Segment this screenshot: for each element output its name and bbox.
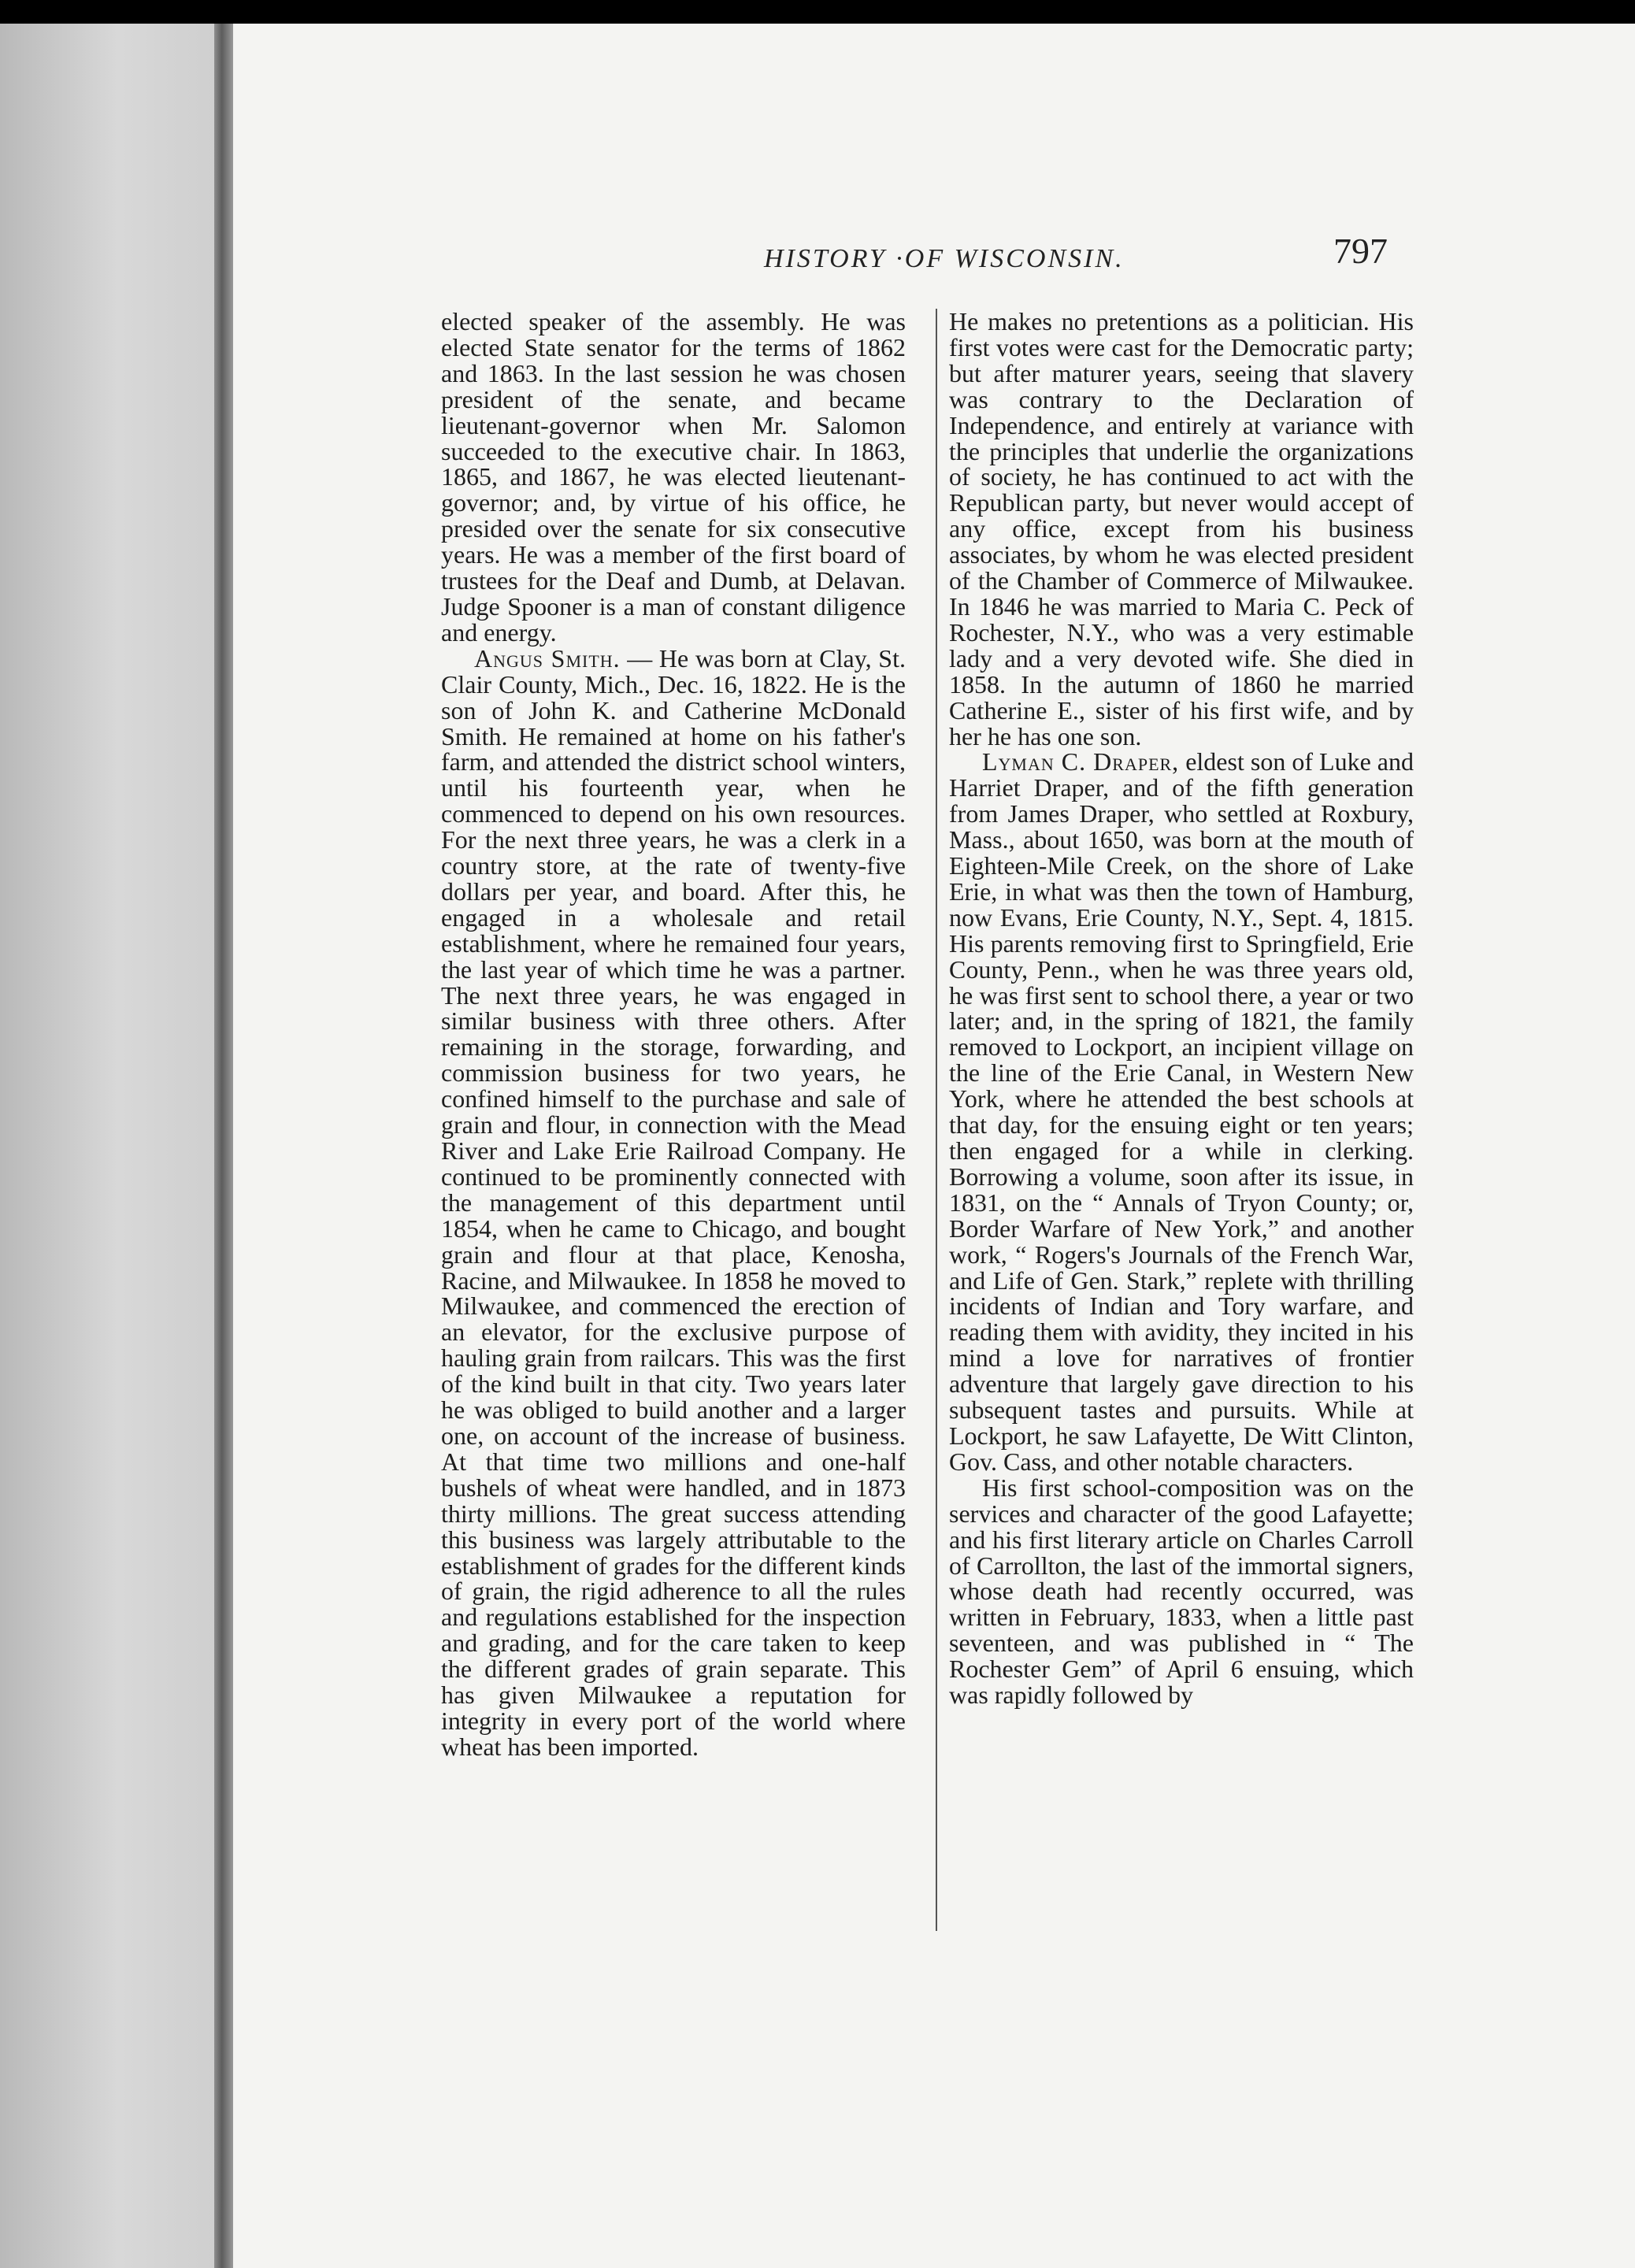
paragraph-angus-smith	[441, 643, 906, 1761]
page-header	[732, 228, 1394, 284]
entry-text: — He was born at Clay, St. Clair County, Mich., Dec. 16, 1822. He is the son of John K. and Catherine McDonald Smith. He remained at home on his father's farm, and attended the district school winters, until his fourteenth year, when he commenced to depend on his own resources. For the next three years, he was a clerk in a country store, at the rate of twenty-five dollars per year, and board. After this, he engaged in a wholesale and retail establishment, where he remained four years, the last year of which time he was a partner. The next three years, he was engaged in similar business with three others. After remaining in the storage, forwarding, and commission business for two years, he confined himself to the purchase and sale of grain and flour, in connection with the Mead River and Lake Erie Railroad Company. He continued to be prominently connected with the management of this department until 1854, when he came to Chicago, and bought grain and flour at that place, Kenosha, Racine, and Milwaukee. In 1858 he moved to Milwaukee, and commenced the erection of an elevator, for the exclusive purpose of hauling grain from railcars. This was the first of the kind built in that city. Two years later he was obliged to build another and a larger one, on account of the increase of business. At that time two millions and one-half bushels of wheat were handled, and in 1873 thirty millions. The great success attending this business was largely attributable to the establishment of grades for the different kinds of grain, the rigid adherence to all the rules and regulations established for the inspection and grading, and for the care taken to keep the different grades of grain separate. This has given Milwaukee a reputation for integrity in every port of the world where wheat has been imported.	[441, 643, 906, 1761]
entry-text: eldest son of Luke and Harriet Draper, and of the fifth generation from James Draper, who settled at Roxbury, Mass., about 1650, was born at the mouth of Eighteen-Mile Creek, on the shore of Lake Erie, in what was then the town of Hamburg, now Evans, Erie County, N.Y., Sept. 4, 1815. His parents removing first to Springfield, Erie County, Penn., when he was three years old, he was first sent to school there, a year or two later; and, in the spring of 1821, the family removed to Lockport, an incipient village on the line of the Erie Canal, in Western New York, where he attended the best schools at that day, for the ensuing eight or ten years; then engaged for a while in clerking. Borrowing a volume, soon after its issue, in 1831, on the “ Annals of Tryon County; or, Border Warfare of New York,” and another work, “ Rogers's Journals of the French War, and Life of Gen. Stark,” replete with thrilling incidents of Indian and Tory warfare, and reading them with avidity, they incited in his mind a love for narratives of frontier adventure that largely gave direction to his subsequent tastes and pursuits. While at Lockport, he saw Lafayette, De Witt Clinton, Gov. Cass, and other notable characters.	[949, 747, 1414, 1476]
right-text-column	[949, 309, 1414, 1931]
running-title: HISTORY ·OF WISCONSIN.	[764, 244, 1125, 273]
left-text-column	[441, 309, 906, 1931]
facing-page-edge	[0, 24, 214, 2268]
column-divider	[936, 309, 937, 1931]
entry-name: Lyman C. Draper,	[982, 747, 1180, 776]
paragraph: He makes no pretentions as a politician. His first votes were cast for the Democratic party; but after maturer years, seeing that slavery was contrary to the Declaration of Independence, and entirely at variance with the principles that underlie the organizations of society, he has continued to act with the Republican party, but never would accept of any office, except from his business associates, by whom he was elected president of the Chamber of Commerce of Milwaukee. In 1846 he was married to Maria C. Peck of Rochester, N.Y., who was a very estimable lady and a very devoted wife. She died in 1858. In the autumn of 1860 he married Catherine E., sister of his first wife, and by her he has one son.	[949, 307, 1414, 750]
entry-name: Angus Smith.	[474, 643, 621, 673]
page-number: 797	[1333, 231, 1388, 271]
paragraph-lyman-draper	[949, 749, 1414, 1474]
paragraph: His first school-composition was on the services and character of the good Lafayette; and his first literary article on Charles Carroll of Carrollton, the last of the immortal signers, whose death had recently occurred, was written in February, 1833, when a little past seventeen, and was published in “ The Rochester Gem” of April 6 ensuing, which was rapidly followed by	[949, 1473, 1414, 1710]
paragraph: elected speaker of the assembly. He was elected State senator for the terms of 1862 and 1863. In the last session he was chosen president of the senate, and became lieutenant-governor when Mr. Salomon succeeded to the executive chair. In 1863, 1865, and 1867, he was elected lieutenant-governor; and, by virtue of his office, he presided over the senate for six consecutive years. He was a member of the first board of trustees for the Deaf and Dumb, at Delavan. Judge Spooner is a man of constant diligence and energy.	[441, 307, 906, 647]
book-gutter	[214, 24, 233, 2268]
